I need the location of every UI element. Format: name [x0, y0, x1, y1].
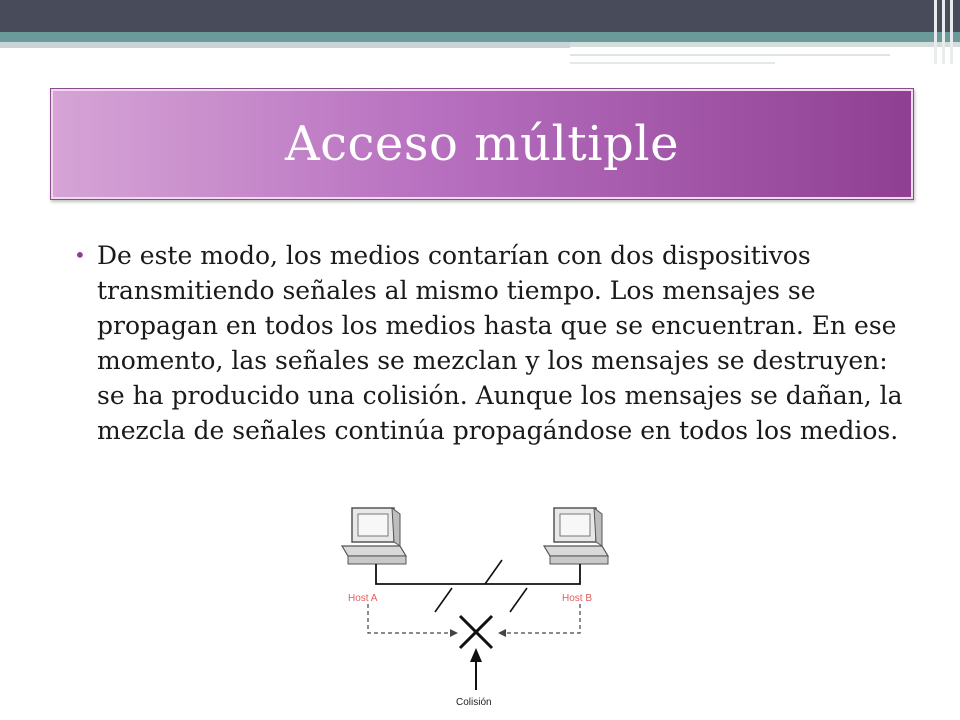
network-bus-line	[376, 564, 580, 584]
host-a-label: Host A	[348, 593, 378, 604]
dashed-path-b	[506, 604, 580, 633]
teal-accent-line	[0, 32, 960, 42]
collision-diagram	[340, 500, 620, 715]
top-band	[0, 0, 960, 32]
title-banner	[50, 88, 914, 200]
signal-slash	[485, 560, 502, 584]
body-text	[74, 238, 914, 448]
signal-slash	[435, 588, 452, 612]
thin-accent-line	[570, 54, 890, 56]
host-b-label: Host B	[562, 593, 593, 604]
collision-label: Colisión	[456, 697, 492, 708]
thin-accent-line-2	[570, 62, 775, 64]
host-b-computer-icon	[544, 508, 608, 564]
bullet-marker: •	[74, 243, 86, 267]
light-accent-line-2	[570, 42, 960, 47]
light-accent-line	[0, 42, 570, 48]
slide-title: Acceso múltiple	[284, 116, 680, 172]
diagram-drawing	[340, 500, 620, 715]
signal-slash	[510, 588, 527, 612]
host-a-computer-icon	[342, 508, 406, 564]
corner-stripes	[930, 0, 960, 64]
body-paragraph: De este modo, los medios contarían con dos dispositivos transmitiendo señales al mismo tiempo. Los mensajes se propagan en todos los medios hasta que se encuentran. En ese momento, las señales se mezclan y los mensajes se destruyen: se ha producido una colisión. Aunque los mensajes se dañan, la mezcla de señales continúa propagándose en todos los medios.	[97, 241, 903, 445]
